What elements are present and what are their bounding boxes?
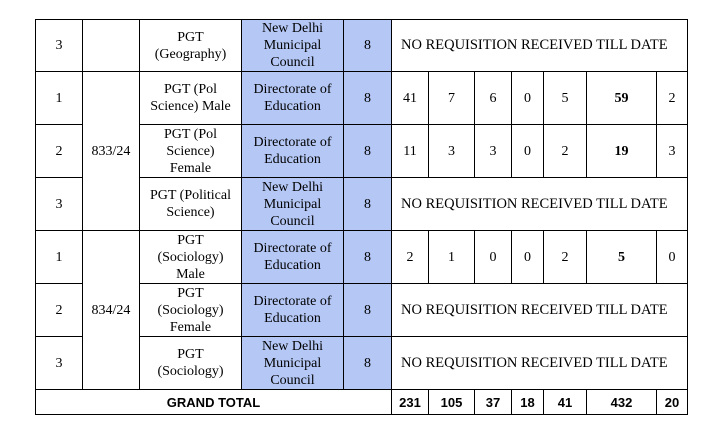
vacancy-count: 8 bbox=[344, 284, 392, 337]
value-cell: 2 bbox=[544, 231, 587, 284]
value-cell: 0 bbox=[475, 231, 512, 284]
serial-number: 1 bbox=[36, 231, 83, 284]
no-requisition-note: NO REQUISITION RECEIVED TILL DATE bbox=[392, 337, 688, 390]
post-code bbox=[83, 20, 140, 72]
grand-total-value: 432 bbox=[587, 390, 657, 415]
post-name: PGT (Geography) bbox=[140, 20, 242, 72]
value-cell: 2 bbox=[544, 125, 587, 178]
grand-total-row bbox=[36, 390, 688, 415]
post-name: PGT (Sociology) Male bbox=[140, 231, 242, 284]
vacancy-count: 8 bbox=[344, 125, 392, 178]
department: Directorate of Education bbox=[242, 125, 344, 178]
value-cell: 0 bbox=[657, 231, 688, 284]
department: Directorate of Education bbox=[242, 72, 344, 125]
value-cell: 2 bbox=[657, 72, 688, 125]
no-requisition-note: NO REQUISITION RECEIVED TILL DATE bbox=[392, 284, 688, 337]
serial-number: 1 bbox=[36, 72, 83, 125]
total-cell: 59 bbox=[587, 72, 657, 125]
vacancy-count: 8 bbox=[344, 20, 392, 72]
value-cell: 41 bbox=[392, 72, 429, 125]
grand-total-value: 231 bbox=[392, 390, 429, 415]
department: New Delhi Municipal Council bbox=[242, 178, 344, 231]
vacancy-count: 8 bbox=[344, 72, 392, 125]
serial-number: 3 bbox=[36, 178, 83, 231]
vacancy-count: 8 bbox=[344, 337, 392, 390]
no-requisition-note: NO REQUISITION RECEIVED TILL DATE bbox=[392, 20, 688, 72]
value-cell: 3 bbox=[475, 125, 512, 178]
table-row bbox=[36, 231, 688, 284]
post-name: PGT (Sociology) bbox=[140, 337, 242, 390]
total-cell: 5 bbox=[587, 231, 657, 284]
no-requisition-note: NO REQUISITION RECEIVED TILL DATE bbox=[392, 178, 688, 231]
vacancy-count: 8 bbox=[344, 178, 392, 231]
post-name: PGT (Pol Science) Female bbox=[140, 125, 242, 178]
vacancy-count: 8 bbox=[344, 231, 392, 284]
table-row bbox=[36, 20, 688, 72]
value-cell: 3 bbox=[429, 125, 475, 178]
department: New Delhi Municipal Council bbox=[242, 20, 344, 72]
post-name: PGT (Political Science) bbox=[140, 178, 242, 231]
vacancy-table bbox=[35, 19, 688, 415]
value-cell: 0 bbox=[512, 125, 544, 178]
department: Directorate of Education bbox=[242, 284, 344, 337]
value-cell: 2 bbox=[392, 231, 429, 284]
post-name: PGT (Pol Science) Male bbox=[140, 72, 242, 125]
value-cell: 0 bbox=[512, 72, 544, 125]
post-name: PGT (Sociology) Female bbox=[140, 284, 242, 337]
grand-total-value: 18 bbox=[512, 390, 544, 415]
value-cell: 11 bbox=[392, 125, 429, 178]
serial-number: 2 bbox=[36, 125, 83, 178]
grand-total-value: 20 bbox=[657, 390, 688, 415]
value-cell: 5 bbox=[544, 72, 587, 125]
grand-total-value: 105 bbox=[429, 390, 475, 415]
value-cell: 6 bbox=[475, 72, 512, 125]
grand-total-label: GRAND TOTAL bbox=[36, 390, 392, 415]
post-code: 834/24 bbox=[83, 231, 140, 390]
table-row bbox=[36, 72, 688, 125]
post-code: 833/24 bbox=[83, 72, 140, 231]
total-cell: 19 bbox=[587, 125, 657, 178]
serial-number: 3 bbox=[36, 20, 83, 72]
value-cell: 1 bbox=[429, 231, 475, 284]
department: Directorate of Education bbox=[242, 231, 344, 284]
value-cell: 3 bbox=[657, 125, 688, 178]
grand-total-value: 41 bbox=[544, 390, 587, 415]
serial-number: 3 bbox=[36, 337, 83, 390]
serial-number: 2 bbox=[36, 284, 83, 337]
department: New Delhi Municipal Council bbox=[242, 337, 344, 390]
value-cell: 0 bbox=[512, 231, 544, 284]
grand-total-value: 37 bbox=[475, 390, 512, 415]
value-cell: 7 bbox=[429, 72, 475, 125]
